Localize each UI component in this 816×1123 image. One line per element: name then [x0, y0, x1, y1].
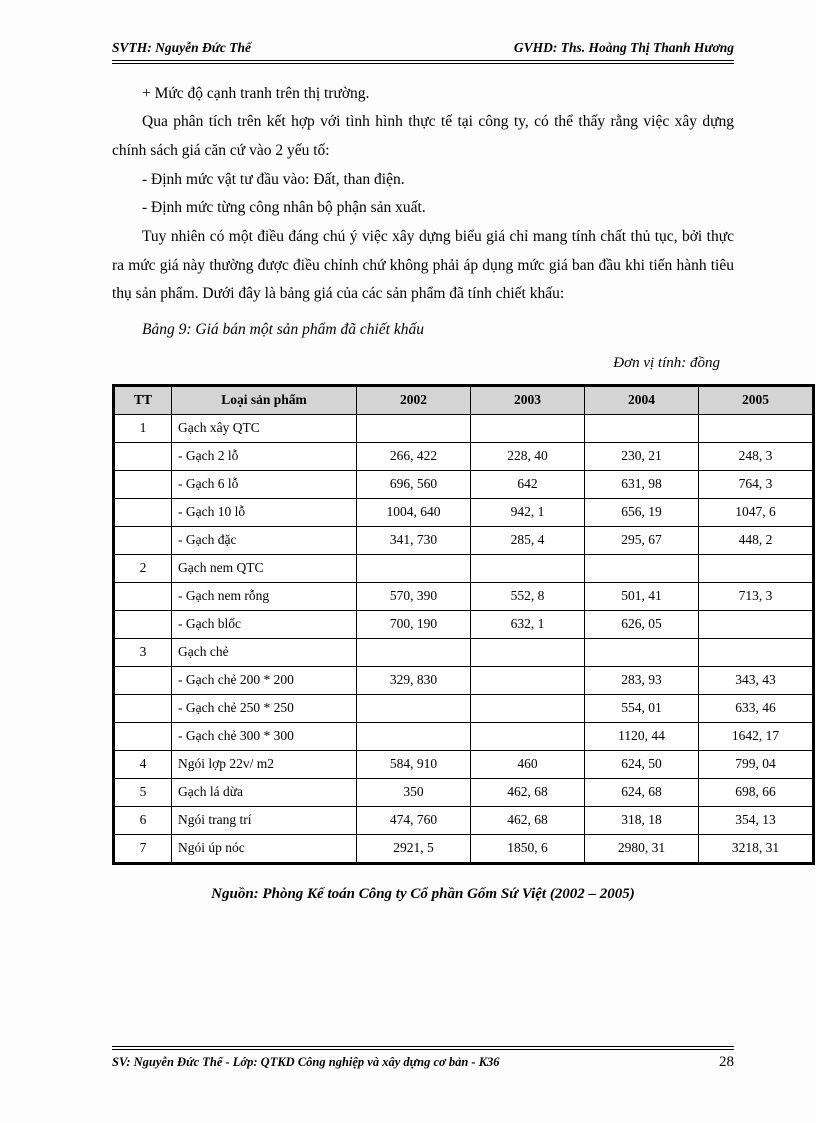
- cell-2003: [471, 666, 585, 694]
- cell-2004: 624, 50: [585, 750, 699, 778]
- cell-tt: 4: [115, 750, 172, 778]
- table-source-note: Nguồn: Phòng Kế toán Công ty Cổ phần Gốm Sứ Việt (2002 – 2005): [211, 885, 635, 902]
- spacer: [112, 64, 734, 80]
- cell-2005: 1642, 17: [699, 722, 813, 750]
- cell-2003: 228, 40: [471, 442, 585, 470]
- table-row: [115, 554, 813, 582]
- cell-2002: 341, 730: [357, 526, 471, 554]
- cell-2004: 631, 98: [585, 470, 699, 498]
- table-row: [115, 638, 813, 666]
- spacer: [112, 339, 734, 355]
- cell-2003: [471, 554, 585, 582]
- cell-2004: 624, 68: [585, 778, 699, 806]
- price-table-body: [115, 414, 813, 862]
- col-header-2004: 2004: [585, 386, 699, 414]
- cell-product-name: - Gạch chẻ 250 * 250: [172, 694, 357, 722]
- cell-2003: [471, 414, 585, 442]
- table-row: [115, 834, 813, 862]
- paragraph-price-note: Tuy nhiên có một điều đáng chú ý việc xây dựng biểu giá chỉ mang tính chất thủ tục, bởi thực ra mức giá này thường được điều chỉnh chứ không phải áp dụng mức giá ban đầu khi tiến hành tiêu thụ sản phẩm. Dưới đây là bảng giá của các sản phẩm đã tính chiết khấu:: [112, 227, 734, 303]
- cell-tt: [115, 498, 172, 526]
- cell-product-name: - Gạch 10 lỗ: [172, 498, 357, 526]
- price-table-head: [115, 386, 813, 414]
- footer-left-text: SV: Nguyễn Đức Thế - Lớp: QTKD Công nghiệp và xây dựng cơ bản - K36: [112, 1055, 500, 1069]
- table-row: [115, 666, 813, 694]
- cell-2003: 632, 1: [471, 610, 585, 638]
- cell-2004: 1120, 44: [585, 722, 699, 750]
- cell-tt: [115, 442, 172, 470]
- cell-2005: 633, 46: [699, 694, 813, 722]
- page-content: [112, 40, 780, 903]
- cell-2002: 266, 422: [357, 442, 471, 470]
- cell-2005: 354, 13: [699, 806, 813, 834]
- cell-2004: 656, 19: [585, 498, 699, 526]
- cell-2002: 329, 830: [357, 666, 471, 694]
- cell-2005: 3218, 31: [699, 834, 813, 862]
- cell-tt: 1: [115, 414, 172, 442]
- cell-product-name: Ngói trang trí: [172, 806, 357, 834]
- cell-tt: [115, 526, 172, 554]
- cell-2005: 448, 2: [699, 526, 813, 554]
- cell-2002: [357, 694, 471, 722]
- footer-row: [112, 1050, 734, 1071]
- cell-2002: 1004, 640: [357, 498, 471, 526]
- unit-note: Đơn vị tính: đồng: [613, 354, 720, 371]
- cell-2005: [699, 414, 813, 442]
- paragraph-analysis: Qua phân tích trên kết hợp với tình hình thực tế tại công ty, có thể thấy rằng việc xây dựng chính sách giá căn cứ vào 2 yếu tố:: [112, 113, 734, 159]
- cell-2005: 698, 66: [699, 778, 813, 806]
- table-row: [115, 694, 813, 722]
- page-footer: [112, 1046, 734, 1071]
- cell-2002: 696, 560: [357, 470, 471, 498]
- col-header-2003: 2003: [471, 386, 585, 414]
- cell-2004: [585, 638, 699, 666]
- cell-product-name: - Gạch 2 lỗ: [172, 442, 357, 470]
- cell-2002: [357, 554, 471, 582]
- cell-2004: 554, 01: [585, 694, 699, 722]
- cell-2002: 700, 190: [357, 610, 471, 638]
- cell-2005: [699, 610, 813, 638]
- cell-product-name: - Gạch chẻ 200 * 200: [172, 666, 357, 694]
- cell-2004: 318, 18: [585, 806, 699, 834]
- price-table-wrapper: [112, 384, 780, 870]
- table-header-row: [115, 386, 813, 414]
- cell-2005: 1047, 6: [699, 498, 813, 526]
- cell-2003: [471, 638, 585, 666]
- cell-2002: [357, 638, 471, 666]
- cell-tt: [115, 694, 172, 722]
- table-row: [115, 442, 813, 470]
- cell-tt: 5: [115, 778, 172, 806]
- cell-tt: [115, 610, 172, 638]
- paragraph-norm-materials: - Định mức vật tư đầu vào: Đất, than điện.: [142, 170, 405, 188]
- paragraph-market-competition: + Mức độ cạnh tranh trên thị trường.: [142, 84, 370, 102]
- cell-product-name: - Gạch chẻ 300 * 300: [172, 722, 357, 750]
- cell-product-name: Gạch xây QTC: [172, 414, 357, 442]
- spacer: [112, 870, 734, 886]
- cell-tt: [115, 722, 172, 750]
- cell-2005: [699, 554, 813, 582]
- cell-tt: 2: [115, 554, 172, 582]
- price-table: [114, 386, 813, 863]
- table-row: [115, 498, 813, 526]
- table-row: [115, 610, 813, 638]
- cell-product-name: - Gạch nem rỗng: [172, 582, 357, 610]
- cell-tt: [115, 582, 172, 610]
- table-row: [115, 806, 813, 834]
- cell-2003: 460: [471, 750, 585, 778]
- cell-tt: 3: [115, 638, 172, 666]
- table-row: [115, 778, 813, 806]
- cell-2005: 764, 3: [699, 470, 813, 498]
- col-header-2002: 2002: [357, 386, 471, 414]
- cell-product-name: - Gạch blốc: [172, 610, 357, 638]
- price-table-border: [112, 384, 815, 865]
- cell-2003: 1850, 6: [471, 834, 585, 862]
- cell-2004: 2980, 31: [585, 834, 699, 862]
- cell-2004: 283, 93: [585, 666, 699, 694]
- col-header-tt: TT: [115, 386, 172, 414]
- header-divider-thick: [112, 60, 734, 61]
- cell-2003: 942, 1: [471, 498, 585, 526]
- cell-2003: [471, 722, 585, 750]
- table-row: [115, 750, 813, 778]
- cell-2003: 462, 68: [471, 778, 585, 806]
- table-row: [115, 414, 813, 442]
- cell-2005: [699, 638, 813, 666]
- cell-product-name: - Gạch 6 lỗ: [172, 470, 357, 498]
- table-caption: Bảng 9: Giá bán một sản phẩm đã chiết khấu: [142, 320, 424, 338]
- cell-2005: 248, 3: [699, 442, 813, 470]
- cell-product-name: Gạch chẻ: [172, 638, 357, 666]
- cell-2003: 552, 8: [471, 582, 585, 610]
- cell-tt: [115, 666, 172, 694]
- cell-2002: [357, 722, 471, 750]
- cell-2002: [357, 414, 471, 442]
- cell-product-name: Gạch lá dừa: [172, 778, 357, 806]
- cell-2002: 350: [357, 778, 471, 806]
- spacer: [112, 309, 734, 321]
- table-row: [115, 526, 813, 554]
- cell-2004: 295, 67: [585, 526, 699, 554]
- paragraph-norm-workers: - Định mức từng công nhân bộ phận sản xuất.: [142, 199, 426, 217]
- cell-2003: 285, 4: [471, 526, 585, 554]
- cell-2005: 799, 04: [699, 750, 813, 778]
- cell-tt: 7: [115, 834, 172, 862]
- cell-2004: 626, 05: [585, 610, 699, 638]
- cell-2002: 584, 910: [357, 750, 471, 778]
- cell-2003: 462, 68: [471, 806, 585, 834]
- cell-product-name: - Gạch đặc: [172, 526, 357, 554]
- cell-product-name: Ngói lợp 22v/ m2: [172, 750, 357, 778]
- col-header-2005: 2005: [699, 386, 813, 414]
- cell-2004: 501, 41: [585, 582, 699, 610]
- cell-tt: 6: [115, 806, 172, 834]
- cell-2002: 2921, 5: [357, 834, 471, 862]
- cell-tt: [115, 470, 172, 498]
- table-row: [115, 722, 813, 750]
- cell-2003: [471, 694, 585, 722]
- cell-2004: [585, 414, 699, 442]
- cell-product-name: Gạch nem QTC: [172, 554, 357, 582]
- col-header-name: Loại sản phẩm: [172, 386, 357, 414]
- cell-2002: 570, 390: [357, 582, 471, 610]
- footer-divider-thick: [112, 1046, 734, 1047]
- cell-2003: 642: [471, 470, 585, 498]
- table-row: [115, 470, 813, 498]
- header-left-text: SVTH: Nguyễn Đức Thế: [112, 40, 251, 55]
- cell-2002: 474, 760: [357, 806, 471, 834]
- page-header: [112, 40, 734, 59]
- cell-2005: 343, 43: [699, 666, 813, 694]
- cell-2004: [585, 554, 699, 582]
- cell-product-name: Ngói úp nóc: [172, 834, 357, 862]
- cell-2005: 713, 3: [699, 582, 813, 610]
- page-number: 28: [719, 1054, 734, 1070]
- header-right-text: GVHD: Ths. Hoàng Thị Thanh Hương: [513, 40, 734, 55]
- spacer: [112, 372, 734, 384]
- table-row: [115, 582, 813, 610]
- cell-2004: 230, 21: [585, 442, 699, 470]
